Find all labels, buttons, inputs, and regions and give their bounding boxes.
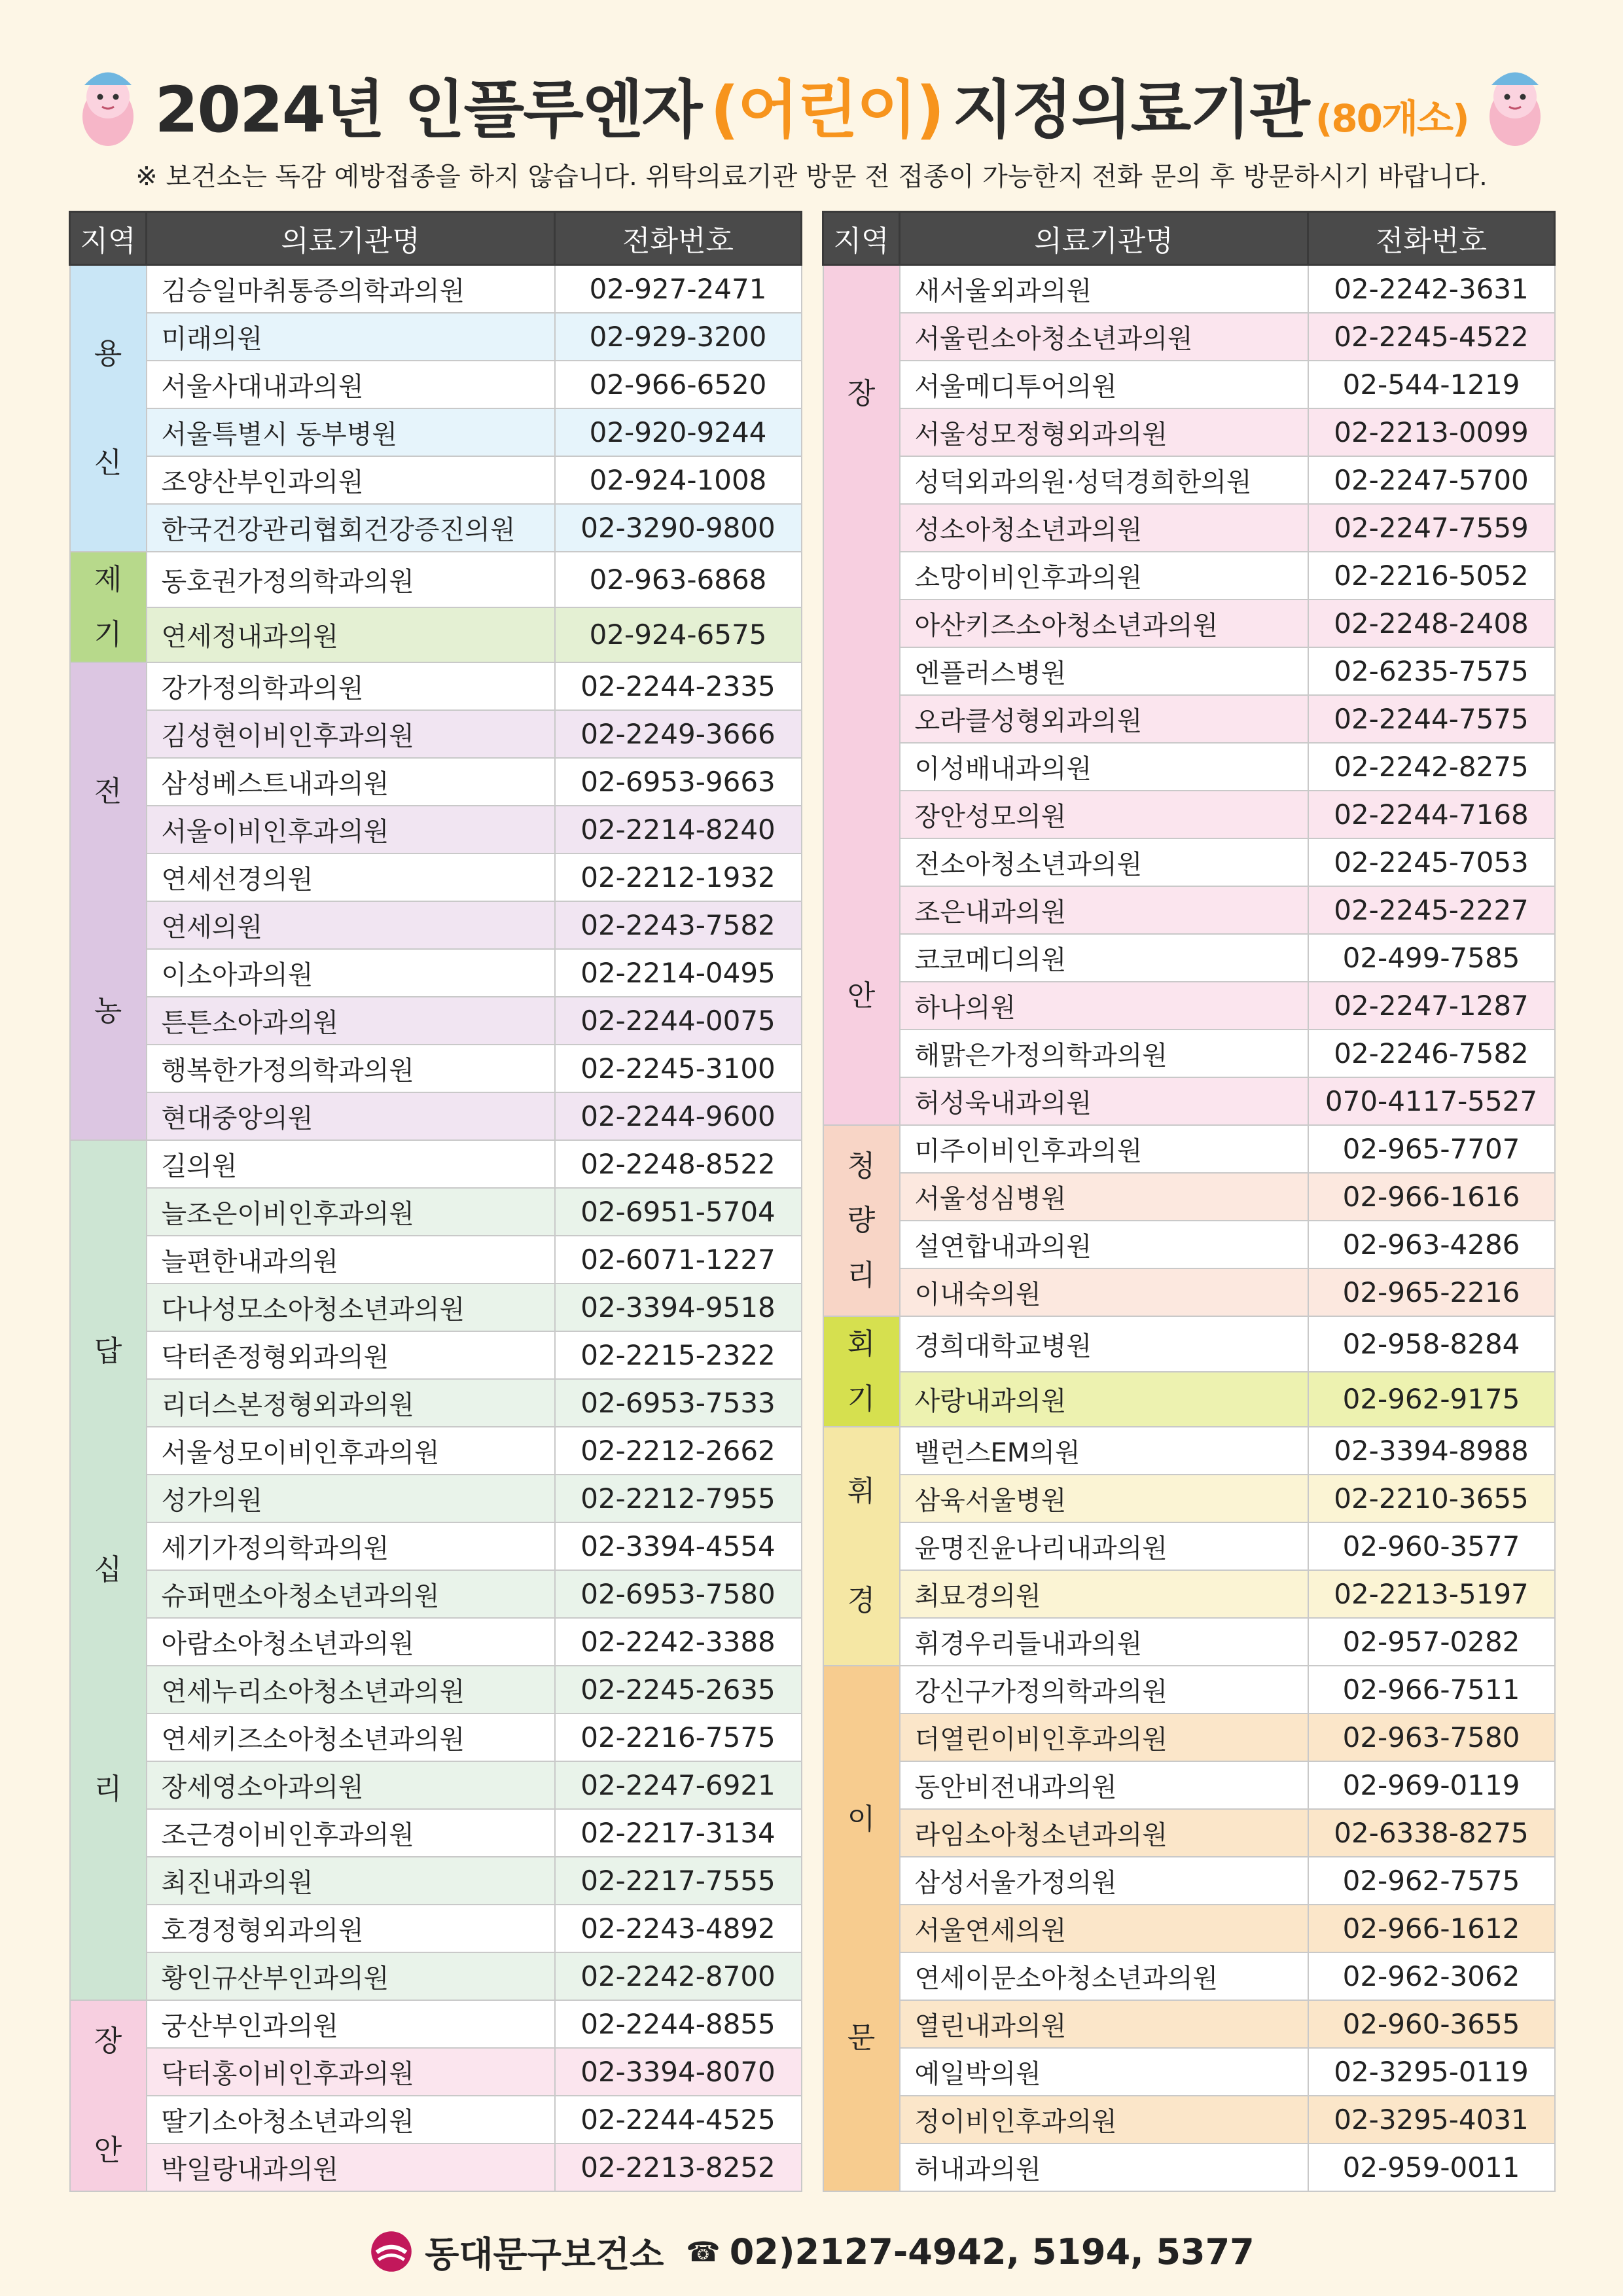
clinic-phone: 02-2212-7955: [555, 1475, 802, 1522]
column-header-region: 지역: [70, 212, 147, 265]
page-title: [154, 60, 1468, 150]
clinic-name: 강가정의학과의원: [147, 662, 555, 710]
region-cell: [70, 552, 147, 662]
clinic-name: 튼튼소아과의원: [147, 997, 555, 1045]
clinic-name: 호경정형외과의원: [147, 1905, 555, 1952]
clinic-name: 이내숙의원: [900, 1268, 1308, 1316]
clinic-name: 조은내과의원: [900, 886, 1308, 934]
table-row: [70, 1809, 802, 1857]
table-header-row: [70, 212, 802, 265]
table-row: [70, 2048, 802, 2096]
clinic-name: 슈퍼맨소아청소년과의원: [147, 1570, 555, 1618]
clinic-name: 서울특별시 동부병원: [147, 408, 555, 456]
table-row: [70, 313, 802, 361]
clinic-name: 사랑내과의원: [900, 1372, 1308, 1427]
table-row: [823, 1475, 1555, 1522]
table-row: [823, 1666, 1555, 1713]
table-row: [823, 1077, 1555, 1125]
table-header-row: [823, 212, 1555, 265]
clinic-phone: 02-966-6520: [555, 361, 802, 408]
clinic-phone: 02-2216-5052: [1308, 552, 1555, 600]
table-row: [823, 1522, 1555, 1570]
clinic-name: 엔플러스병원: [900, 647, 1308, 695]
clinic-name: 윤명진윤나리내과의원: [900, 1522, 1308, 1570]
clinic-phone: 02-2214-8240: [555, 806, 802, 853]
column-header-name: 의료기관명: [147, 212, 555, 265]
column-header-phone: 전화번호: [1308, 212, 1555, 265]
clinic-phone: 02-2214-0495: [555, 949, 802, 997]
clinic-name: 해맑은가정의학과의원: [900, 1030, 1308, 1077]
clinic-name: 행복한가정의학과의원: [147, 1045, 555, 1092]
clinic-phone: 02-927-2471: [555, 265, 802, 314]
clinic-phone: 02-924-1008: [555, 456, 802, 504]
clinic-phone: 02-6338-8275: [1308, 1809, 1555, 1857]
clinic-name: 휘경우리들내과의원: [900, 1618, 1308, 1666]
table-row: [823, 886, 1555, 934]
table-row: [70, 1666, 802, 1713]
clinic-name: 허내과의원: [900, 2144, 1308, 2191]
table-row: [823, 2096, 1555, 2144]
table-row: [823, 934, 1555, 982]
clinic-phone: 02-2217-7555: [555, 1857, 802, 1905]
clinic-phone: 02-2247-5700: [1308, 456, 1555, 504]
region-cell: [823, 265, 900, 1126]
table-row: [823, 265, 1555, 314]
clinic-phone: 02-2213-8252: [555, 2144, 802, 2191]
table-row: [70, 1857, 802, 1905]
table-row: [823, 1427, 1555, 1475]
table-row: [70, 1522, 802, 1570]
clinic-phone: 02-957-0282: [1308, 1618, 1555, 1666]
column-header-phone: 전화번호: [555, 212, 802, 265]
clinic-phone: 02-2247-6921: [555, 1761, 802, 1809]
clinic-phone: 02-2245-2227: [1308, 886, 1555, 934]
clinic-phone: 02-2244-8855: [555, 2000, 802, 2048]
table-row: [70, 361, 802, 408]
clinic-phone: 02-963-4286: [1308, 1221, 1555, 1268]
region-label: 회 기: [847, 1327, 876, 1416]
clinic-phone: 02-3295-4031: [1308, 2096, 1555, 2144]
clinic-phone: 02-2242-8275: [1308, 743, 1555, 791]
clinic-name: 동호권가정의학과의원: [147, 552, 555, 607]
table-row: [70, 1045, 802, 1092]
clinic-name: 동안비전내과의원: [900, 1761, 1308, 1809]
table-row: [823, 1570, 1555, 1618]
clinic-name: 서울성심병원: [900, 1173, 1308, 1221]
table-row: [823, 1952, 1555, 2000]
clinic-name: 미주이비인후과의원: [900, 1125, 1308, 1173]
clinic-phone: 02-3290-9800: [555, 504, 802, 552]
clinic-phone: 02-2244-7168: [1308, 791, 1555, 838]
clinic-name: 세기가정의학과의원: [147, 1522, 555, 1570]
region-label: 이 문: [847, 1802, 876, 2055]
table-row: [70, 901, 802, 949]
clinic-phone: 02-2217-3134: [555, 1809, 802, 1857]
clinic-name: 연세의원: [147, 901, 555, 949]
clinic-phone: 02-965-7707: [1308, 1125, 1555, 1173]
clinic-phone: 02-960-3577: [1308, 1522, 1555, 1570]
clinic-name: 삼육서울병원: [900, 1475, 1308, 1522]
clinic-name: 코코메디의원: [900, 934, 1308, 982]
clinic-phone: 02-963-6868: [555, 552, 802, 607]
clinic-name: 황인규산부인과의원: [147, 1952, 555, 2000]
table-row: [823, 791, 1555, 838]
table-row: [70, 949, 802, 997]
clinic-name: 서울메디투어의원: [900, 361, 1308, 408]
table-row: [70, 552, 802, 607]
clinic-name: 아람소아청소년과의원: [147, 1618, 555, 1666]
clinic-name: 서울성모이비인후과의원: [147, 1427, 555, 1475]
clinic-name: 소망이비인후과의원: [900, 552, 1308, 600]
clinic-name: 닥터홍이비인후과의원: [147, 2048, 555, 2096]
clinic-name: 경희대학교병원: [900, 1316, 1308, 1372]
table-row: [823, 313, 1555, 361]
clinic-name: 허성욱내과의원: [900, 1077, 1308, 1125]
table-row: [70, 1331, 802, 1379]
clinic-name: 아산키즈소아청소년과의원: [900, 600, 1308, 647]
table-row: [823, 1173, 1555, 1221]
clinic-phone: 02-3394-8070: [555, 2048, 802, 2096]
clinic-phone: 02-3394-8988: [1308, 1427, 1555, 1475]
clinic-phone: 02-2242-3631: [1308, 265, 1555, 314]
region-label: 장 안: [94, 2024, 122, 2167]
table-row: [823, 743, 1555, 791]
clinic-phone: 02-2243-4892: [555, 1905, 802, 1952]
clinic-name: 딸기소아청소년과의원: [147, 2096, 555, 2144]
clinic-name: 오라클성형외과의원: [900, 695, 1308, 743]
clinic-name: 성덕외과의원·성덕경희한의원: [900, 456, 1308, 504]
region-cell: [70, 265, 147, 552]
clinic-phone: 02-958-8284: [1308, 1316, 1555, 1372]
table-row: [823, 1761, 1555, 1809]
clinic-phone: 02-966-1616: [1308, 1173, 1555, 1221]
clinic-name: 새서울외과의원: [900, 265, 1308, 314]
clinic-name: 다나성모소아청소년과의원: [147, 1283, 555, 1331]
footer-phone: 02)2127-4942, 5194, 5377: [729, 2231, 1255, 2272]
clinic-name: 연세이문소아청소년과의원: [900, 1952, 1308, 2000]
health-center-logo-icon: [368, 2229, 414, 2274]
clinic-phone: 02-2244-7575: [1308, 695, 1555, 743]
table-row: [823, 982, 1555, 1030]
clinic-table-right: [822, 211, 1556, 2192]
clinic-phone: 02-2245-3100: [555, 1045, 802, 1092]
clinic-name: 열린내과의원: [900, 2000, 1308, 2048]
clinic-name: 궁산부인과의원: [147, 2000, 555, 2048]
region-label: 휘 경: [847, 1475, 876, 1618]
clinic-name: 리더스본정형외과의원: [147, 1379, 555, 1427]
table-row: [823, 1372, 1555, 1427]
table-row: [823, 1857, 1555, 1905]
region-label: 용 신: [94, 336, 122, 480]
clinic-name: 최진내과의원: [147, 1857, 555, 1905]
table-row: [823, 1221, 1555, 1268]
clinic-phone: 02-2245-2635: [555, 1666, 802, 1713]
column-header-region: 지역: [823, 212, 900, 265]
clinic-phone: 02-2244-0075: [555, 997, 802, 1045]
notice-text: ※ 보건소는 독감 예방접종을 하지 않습니다. 위탁의료기관 방문 전 접종이 가능한지 전화 문의 후 방문하시기 바랍니다.: [135, 162, 1488, 192]
table-row: [823, 1905, 1555, 1952]
clinic-name: 삼성서울가정의원: [900, 1857, 1308, 1905]
table-row: [823, 2144, 1555, 2191]
clinic-name: 늘조은이비인후과의원: [147, 1188, 555, 1236]
clinic-phone: 02-2216-7575: [555, 1713, 802, 1761]
clinic-phone: 02-6953-9663: [555, 758, 802, 806]
region-label: 제 기: [94, 563, 122, 651]
clinic-phone: 02-499-7585: [1308, 934, 1555, 982]
clinic-phone: 02-2242-3388: [555, 1618, 802, 1666]
table-row: [823, 1618, 1555, 1666]
title-highlight: (어린이): [710, 73, 944, 147]
clinic-name: 연세정내과의원: [147, 607, 555, 663]
clinic-name: 설연합내과의원: [900, 1221, 1308, 1268]
clinic-phone: 02-6951-5704: [555, 1188, 802, 1236]
clinic-name: 현대중앙의원: [147, 1092, 555, 1140]
table-row: [70, 1475, 802, 1522]
clinic-phone: 02-969-0119: [1308, 1761, 1555, 1809]
clinic-phone: 02-963-7580: [1308, 1713, 1555, 1761]
clinic-phone: 02-3295-0119: [1308, 2048, 1555, 2096]
table-row: [70, 710, 802, 758]
clinic-phone: 02-2248-8522: [555, 1140, 802, 1188]
footer-org: 동대문구보건소: [425, 2233, 664, 2275]
clinic-name: 성가의원: [147, 1475, 555, 1522]
clinic-phone: 02-2246-7582: [1308, 1030, 1555, 1077]
clinic-name: 연세누리소아청소년과의원: [147, 1666, 555, 1713]
clinic-name: 서울연세의원: [900, 1905, 1308, 1952]
clinic-name: 길의원: [147, 1140, 555, 1188]
clinic-name: 전소아청소년과의원: [900, 838, 1308, 886]
table-row: [823, 1268, 1555, 1316]
table-row: [70, 758, 802, 806]
clinic-phone: 02-2213-5197: [1308, 1570, 1555, 1618]
clinic-phone: 02-544-1219: [1308, 361, 1555, 408]
table-row: [823, 2000, 1555, 2048]
table-row: [70, 607, 802, 663]
clinic-name: 장안성모의원: [900, 791, 1308, 838]
clinic-phone: 070-4117-5527: [1308, 1077, 1555, 1125]
clinic-name: 이성배내과의원: [900, 743, 1308, 791]
clinic-name: 강신구가정의학과의원: [900, 1666, 1308, 1713]
table-row: [70, 1379, 802, 1427]
table-row: [70, 1713, 802, 1761]
clinic-phone: 02-962-3062: [1308, 1952, 1555, 2000]
table-row: [823, 695, 1555, 743]
clinic-phone: 02-2210-3655: [1308, 1475, 1555, 1522]
clinic-name: 김성현이비인후과의원: [147, 710, 555, 758]
region-cell: [70, 2000, 147, 2191]
clinic-name: 장세영소아과의원: [147, 1761, 555, 1809]
table-row: [70, 504, 802, 552]
clinic-phone: 02-3394-9518: [555, 1283, 802, 1331]
table-row: [70, 1618, 802, 1666]
table-row: [823, 2048, 1555, 2096]
clinic-name: 라임소아청소년과의원: [900, 1809, 1308, 1857]
region-label: 청 량 리: [847, 1149, 876, 1292]
clinic-phone: 02-962-9175: [1308, 1372, 1555, 1427]
clinic-phone: 02-2244-2335: [555, 662, 802, 710]
table-row: [70, 1188, 802, 1236]
table-row: [823, 838, 1555, 886]
region-cell: [823, 1666, 900, 2191]
table-row: [823, 1125, 1555, 1173]
table-row: [823, 1030, 1555, 1077]
clinic-phone: 02-966-1612: [1308, 1905, 1555, 1952]
table-row: [823, 552, 1555, 600]
table-row: [70, 853, 802, 901]
clinic-name: 밸런스EM의원: [900, 1427, 1308, 1475]
clinic-name: 정이비인후과의원: [900, 2096, 1308, 2144]
clinic-name: 조양산부인과의원: [147, 456, 555, 504]
clinic-name: 하나의원: [900, 982, 1308, 1030]
table-row: [823, 1316, 1555, 1372]
region-cell: [70, 1140, 147, 2000]
clinic-phone: 02-965-2216: [1308, 1268, 1555, 1316]
region-cell: [823, 1316, 900, 1427]
clinic-phone: 02-2212-2662: [555, 1427, 802, 1475]
clinic-name: 예일박의원: [900, 2048, 1308, 2096]
clinic-name: 김승일마취통증의학과의원: [147, 265, 555, 314]
clinic-name: 삼성베스트내과의원: [147, 758, 555, 806]
table-row: [823, 456, 1555, 504]
column-header-name: 의료기관명: [900, 212, 1308, 265]
clinic-phone: 02-6071-1227: [555, 1236, 802, 1283]
clinic-phone: 02-2215-2322: [555, 1331, 802, 1379]
clinic-name: 미래의원: [147, 313, 555, 361]
clinic-phone: 02-2245-4522: [1308, 313, 1555, 361]
clinic-phone: 02-962-7575: [1308, 1857, 1555, 1905]
clinic-phone: 02-2245-7053: [1308, 838, 1555, 886]
table-row: [823, 1809, 1555, 1857]
page-header: [0, 46, 1623, 164]
clinic-phone: 02-924-6575: [555, 607, 802, 663]
region-label: 전 농: [94, 775, 122, 1028]
table-row: [70, 1570, 802, 1618]
clinic-name: 서울성모정형외과의원: [900, 408, 1308, 456]
table-row: [70, 806, 802, 853]
clinic-name: 늘편한내과의원: [147, 1236, 555, 1283]
clinic-name: 성소아청소년과의원: [900, 504, 1308, 552]
clinic-name: 더열린이비인후과의원: [900, 1713, 1308, 1761]
clinic-phone: 02-2242-8700: [555, 1952, 802, 2000]
clinic-phone: 02-959-0011: [1308, 2144, 1555, 2191]
table-row: [70, 1427, 802, 1475]
table-row: [70, 2144, 802, 2191]
clinic-phone: 02-929-3200: [555, 313, 802, 361]
title-count: (80개소): [1315, 96, 1469, 141]
clinic-phone: 02-6953-7533: [555, 1379, 802, 1427]
region-label: 장 안: [847, 377, 876, 1013]
clinic-phone: 02-2244-9600: [555, 1092, 802, 1140]
region-cell: [70, 662, 147, 1140]
clinic-phone: 02-3394-4554: [555, 1522, 802, 1570]
table-row: [70, 997, 802, 1045]
clinic-phone: 02-2212-1932: [555, 853, 802, 901]
clinic-name: 서울사대내과의원: [147, 361, 555, 408]
table-row: [70, 662, 802, 710]
clinic-phone: 02-2247-1287: [1308, 982, 1555, 1030]
clinic-phone: 02-960-3655: [1308, 2000, 1555, 2048]
clinic-phone: 02-920-9244: [555, 408, 802, 456]
clinic-name: 조근경이비인후과의원: [147, 1809, 555, 1857]
page-footer: [0, 2225, 1623, 2278]
table-row: [70, 1283, 802, 1331]
clinic-phone: 02-2213-0099: [1308, 408, 1555, 456]
table-row: [823, 1713, 1555, 1761]
clinic-name: 한국건강관리협회건강증진의원: [147, 504, 555, 552]
table-row: [823, 408, 1555, 456]
table-row: [70, 1905, 802, 1952]
clinic-phone: 02-2247-7559: [1308, 504, 1555, 552]
title-prefix: 2024년 인플루엔자: [154, 73, 702, 147]
clinic-phone: 02-6953-7580: [555, 1570, 802, 1618]
telephone-icon: ☎: [686, 2235, 721, 2268]
table-row: [70, 265, 802, 314]
title-suffix: 지정의료기관: [952, 73, 1309, 147]
clinic-name: 박일랑내과의원: [147, 2144, 555, 2191]
table-row: [70, 408, 802, 456]
table-row: [823, 600, 1555, 647]
clinic-table-left: [69, 211, 802, 2192]
clinic-name: 최묘경의원: [900, 1570, 1308, 1618]
clinic-name: 서울린소아청소년과의원: [900, 313, 1308, 361]
clinic-phone: 02-2248-2408: [1308, 600, 1555, 647]
region-cell: [823, 1427, 900, 1666]
table-row: [823, 361, 1555, 408]
table-row: [823, 504, 1555, 552]
table-row: [70, 1140, 802, 1188]
clinic-name: 연세키즈소아청소년과의원: [147, 1713, 555, 1761]
clinic-name: 연세선경의원: [147, 853, 555, 901]
clinic-phone: 02-2243-7582: [555, 901, 802, 949]
clinic-phone: 02-2249-3666: [555, 710, 802, 758]
region-cell: [823, 1125, 900, 1316]
clinic-phone: 02-2244-4525: [555, 2096, 802, 2144]
table-row: [70, 456, 802, 504]
table-row: [823, 647, 1555, 695]
clinic-phone: 02-6235-7575: [1308, 647, 1555, 695]
clinic-name: 서울이비인후과의원: [147, 806, 555, 853]
clinic-phone: 02-966-7511: [1308, 1666, 1555, 1713]
clinic-name: 이소아과의원: [147, 949, 555, 997]
table-row: [70, 1236, 802, 1283]
table-row: [70, 2096, 802, 2144]
table-row: [70, 2000, 802, 2048]
region-label: 답 십 리: [94, 1335, 122, 1806]
table-row: [70, 1761, 802, 1809]
table-row: [70, 1952, 802, 2000]
table-row: [70, 1092, 802, 1140]
clinic-name: 닥터존정형외과의원: [147, 1331, 555, 1379]
